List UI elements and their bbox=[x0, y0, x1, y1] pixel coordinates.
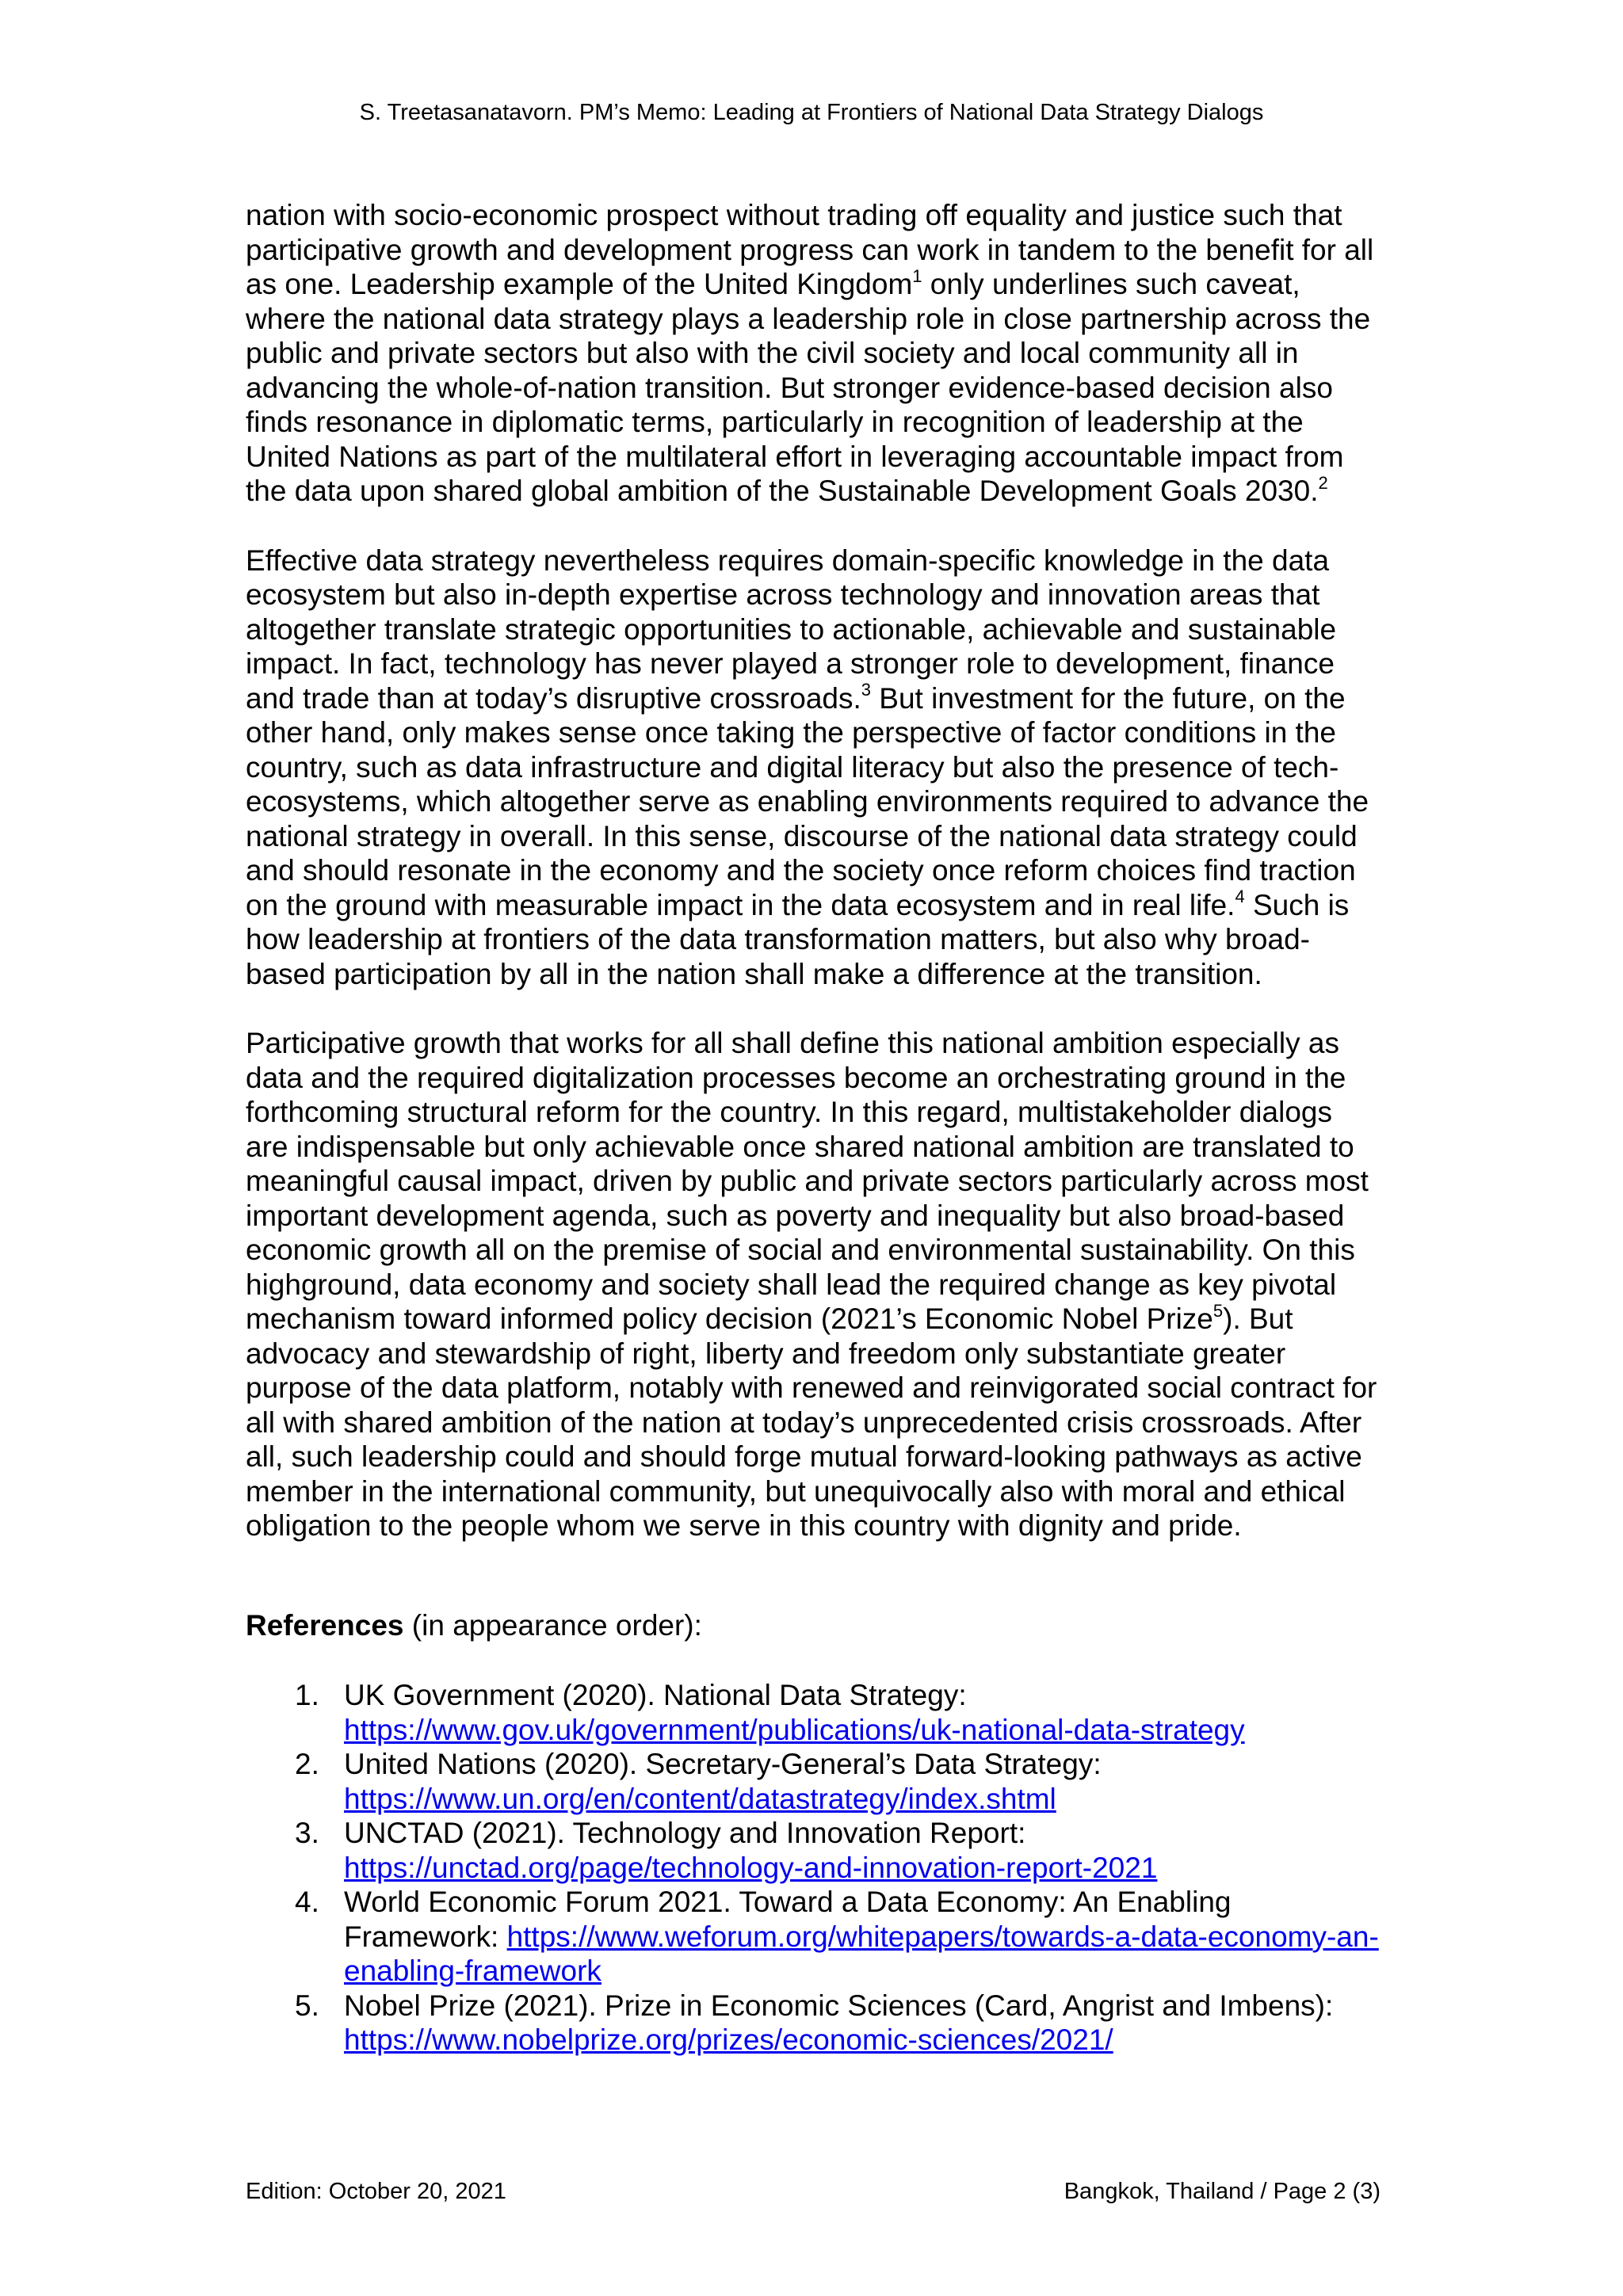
reference-item bbox=[246, 1885, 1387, 1989]
paragraph-2 bbox=[246, 543, 1381, 992]
reference-link[interactable]: https://www.weforum.org/whitepapers/towards-a-data-economy-an-enabling-framework bbox=[344, 1920, 1379, 1987]
references-heading bbox=[246, 1608, 702, 1643]
body-text bbox=[246, 198, 1381, 1543]
paragraph-3-text-b: ). But advocacy and stewardship of right, liberty and freedom only substantiate greater purpose of the data platform, notably with renewed and reinvigorated social contract for all with shared ambition of the nation at today’s unprecedented crisis crossroads. After all, such leadership could and should forge mutual forward-looking pathways as active member in the international community, but unequivocally also with moral and ethical obligation to the people whom we serve in this country with dignity and pride. bbox=[246, 1302, 1377, 1542]
reference-item bbox=[246, 1747, 1387, 1816]
reference-number: 3. bbox=[295, 1817, 319, 1849]
reference-text: UK Government (2020). National Data Strategy: bbox=[344, 1679, 967, 1711]
paragraph-2-text-c: Such is how leadership at frontiers of the data transformation matters, but also why broad-based participation by all in the nation shall make a difference at the transition. bbox=[246, 888, 1350, 990]
reference-link[interactable]: https://www.nobelprize.org/prizes/economic-sciences/2021/ bbox=[344, 2023, 1113, 2056]
references-heading-note: (in appearance order): bbox=[403, 1609, 702, 1642]
reference-link[interactable]: https://unctad.org/page/technology-and-innovation-report-2021 bbox=[344, 1851, 1158, 1884]
reference-number: 5. bbox=[295, 1989, 319, 2022]
page-number: Bangkok, Thailand / Page 2 (3) bbox=[1064, 2179, 1381, 2204]
paragraph-2-text-a: Effective data strategy nevertheless requires domain-specific knowledge in the data ecosystem but also in-depth expertise across technology and innovation areas that altogether translate strategic opportunities to actionable, achievable and sustainable impact. In fact, technology has never played a stronger role to development, finance and trade than at today’s disruptive crossroads. bbox=[246, 543, 1337, 715]
reference-text: UNCTAD (2021). Technology and Innovation Report: bbox=[344, 1817, 1026, 1849]
edition-date: Edition: October 20, 2021 bbox=[246, 2179, 506, 2204]
footnote-marker-2: 2 bbox=[1318, 472, 1328, 493]
footnote-marker-3: 3 bbox=[861, 680, 872, 700]
footnote-marker-5: 5 bbox=[1212, 1300, 1224, 1321]
reference-text: World Economic Forum 2021. Toward a Data Economy: An Enabling Framework: bbox=[344, 1886, 1232, 1953]
footnote-marker-4: 4 bbox=[1235, 887, 1245, 907]
paragraph-2-text-b: But investment for the future, on the other hand, only makes sense once taking the perspective of factor conditions in the country, such as data infrastructure and digital literacy but also the presence of tech-ecosystems, which altogether serve as enabling environments required to advance the national strategy in overall. In this sense, discourse of the national data strategy could and should resonate in the economy and the society once reform choices find traction on the ground with measurable impact in the data ecosystem and in real life. bbox=[246, 681, 1369, 921]
reference-text: Nobel Prize (2021). Prize in Economic Sciences (Card, Angrist and Imbens): bbox=[344, 1989, 1334, 2022]
reference-text: United Nations (2020). Secretary-General’s Data Strategy: bbox=[344, 1748, 1102, 1780]
paragraph-3-text-a: Participative growth that works for all shall define this national ambition especially as data and the required digitalization processes become an orchestrating ground in the forthcoming structural reform for the country. In this regard, multistakeholder dialogs are indispensable but only achievable once shared national ambition are translated to meaningful causal impact, driven by public and private sectors particularly across most important development agenda, such as poverty and inequality but also broad-based economic growth all on the premise of social and environmental sustainability. On this highground, data economy and society shall lead the required change as key pivotal mechanism toward informed policy decision (2021’s Economic Nobel Prize bbox=[246, 1027, 1369, 1335]
paragraph-1-text-b: only underlines such caveat, where the national data strategy plays a leadership role in close partnership across the public and private sectors but also with the civil society and local community all in advancing the whole-of-nation transition. But stronger evidence-based decision also finds resonance in diplomatic terms, particularly in recognition of leadership at the United Nations as part of the multilateral effort in leveraging accountable impact from the data upon shared global ambition of the Sustainable Development Goals 2030. bbox=[246, 268, 1371, 507]
reference-link[interactable]: https://www.gov.uk/government/publications/uk-national-data-strategy bbox=[344, 1713, 1245, 1746]
reference-number: 4. bbox=[295, 1886, 319, 1918]
reference-number: 1. bbox=[295, 1679, 319, 1711]
reference-item bbox=[246, 1816, 1387, 1885]
paragraph-3 bbox=[246, 1026, 1381, 1543]
paragraph-1-text-a: nation with socio-economic prospect without trading off equality and justice such that participative growth and development progress can work in tandem to the benefit for all as one. Leadership example of the United Kingdom bbox=[246, 199, 1374, 300]
references-list bbox=[246, 1678, 1387, 2058]
reference-link[interactable]: https://www.un.org/en/content/datastrategy/index.shtml bbox=[344, 1782, 1056, 1815]
reference-number: 2. bbox=[295, 1748, 319, 1780]
footnote-marker-1: 1 bbox=[912, 265, 922, 286]
references-heading-label: References bbox=[246, 1609, 404, 1642]
reference-item bbox=[246, 1989, 1387, 2058]
reference-item bbox=[246, 1678, 1387, 1747]
paragraph-1 bbox=[246, 198, 1381, 509]
running-header: S. Treetasanatavorn. PM’s Memo: Leading at Frontiers of National Data Strategy Dialogs bbox=[359, 100, 1264, 125]
